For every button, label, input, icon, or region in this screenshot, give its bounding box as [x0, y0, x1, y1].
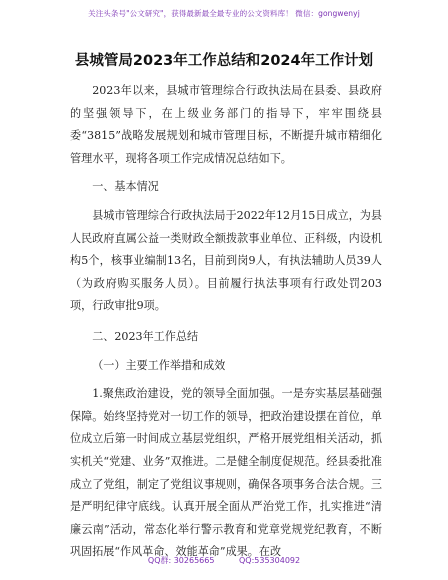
section-heading-basic: 一、基本情况	[92, 180, 159, 194]
document-body	[70, 80, 382, 564]
promo-banner: 关注头条号"公文研究"，获得最新最全最专业的公文资料库！ 微信：gongwenyj	[88, 9, 360, 18]
intro-paragraph: 2023年以来，县城市管理综合行政执法局在县委、县政府的坚强领导下，在上级业务部门的指导下，牢牢围绕县委“3815”战略发展规划和城市管理目标，不断提升城市精细化管理水平，现将各项工作完成情况总结如下。	[70, 84, 382, 165]
basic-info-paragraph: 县城市管理综合行政执法局于2022年12月15日成立，为县人民政府直属公益一类财政全额拨款事业单位、正科级，内设机构5个，核事业编制13名，目前到岗9人，有执法辅助人员39人（为政府购买服务人员）。目前履行执法事项有行政处罚203项，行政审批9项。	[70, 208, 382, 313]
document-title: 县城管局2023年工作总结和2024年工作计划	[74, 53, 374, 69]
qq-group-text: QQ群: 30265665	[147, 556, 215, 565]
subsection-heading-measures: （一）主要工作举措和成效	[92, 358, 226, 372]
section-heading-summary: 二、2023年工作总结	[92, 329, 199, 343]
item-1-paragraph: 1.聚焦政治建设，党的领导全面加强。一是夯实基层基础强保障。始终坚持党对一切工作的领导，把政治建设摆在首位，单位成立后第一时间成立基层党组织，严格开展党组相关活动，抓实机关“党建、业务”双推进。二是健全制度促规范。经县委批准成立了党组，制定了党组议事规则，确保各项事务合法合规。三是严明纪律守底线。认真开展全面从严治党工作，扎实推进“清廉云南”活动，常态化举行警示教育和党章党规党纪教育，不断巩固拓展“作风革命、效能革命”成果。在改	[70, 387, 382, 559]
footer-contact	[0, 555, 448, 566]
qq-text: QQ:535304092	[239, 556, 301, 565]
